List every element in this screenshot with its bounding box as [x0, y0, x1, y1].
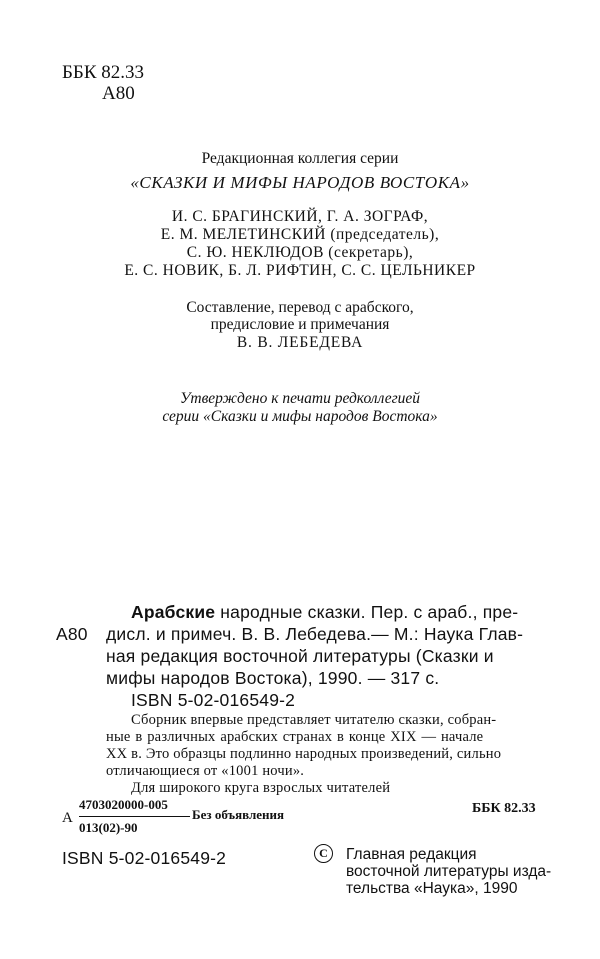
copyright-icon — [314, 844, 333, 863]
author-mark: А80 — [102, 83, 135, 104]
annotation-line: Сборник впервые представляет читателю сказки, собран- — [131, 712, 497, 728]
bbk-code-top — [62, 62, 144, 104]
copyright-line: восточной литературы изда- — [346, 863, 552, 880]
annotation-line: ные в различных арабских странах в конце XIX — начале — [106, 729, 484, 745]
index-letter: А — [62, 810, 73, 826]
fraction-rule — [79, 816, 190, 817]
approval-line: Утверждено к печати редколлегией — [179, 390, 421, 407]
no-announcement-note: Без объявления — [192, 807, 285, 822]
catalog-line-1 — [131, 602, 518, 623]
catalog-isbn: ISBN 5-02-016549-2 — [131, 690, 296, 710]
catalog-line-3: ная редакция восточной литературы (Сказки и — [106, 646, 494, 666]
catalog-line-4: мифы народов Востока), 1990. — 317 с. — [106, 668, 440, 688]
compilation-line: Составление, перевод с арабского, — [186, 299, 414, 316]
index-numerator: 4703020000-005 — [79, 797, 168, 812]
annotation-line: Для широкого круга взрослых читателей — [131, 780, 391, 796]
catalog-mark: А80 — [56, 624, 88, 644]
index-denominator: 013(02)-90 — [79, 820, 138, 835]
compiler-name: В. В. ЛЕБЕДЕВА — [236, 334, 364, 351]
annotation-line: отличающиеся от «1001 ночи». — [106, 763, 305, 779]
catalog-line-2: дисл. и примеч. В. В. Лебедева.— М.: Наука Глав- — [106, 624, 524, 644]
copyright-line: Главная редакция — [346, 846, 477, 863]
footer-isbn: ISBN 5-02-016549-2 — [62, 848, 227, 868]
approval-line: серии «Сказки и мифы народов Востока» — [162, 408, 438, 425]
series-title: «СКАЗКИ И МИФЫ НАРОДОВ ВОСТОКА» — [130, 173, 470, 192]
copyright-block — [346, 846, 551, 897]
annotation-line: XX в. Это образцы подлинно народных произведений, сильно — [106, 746, 502, 762]
compilation-line: предисловие и примечания — [210, 316, 390, 333]
copyright-line: тельства «Наука», 1990 — [346, 880, 518, 897]
board-member-line: Е. М. МЕЛЕТИНСКИЙ (председатель), — [160, 226, 440, 243]
board-heading: Редакционная коллегия серии — [201, 150, 399, 167]
board-member-line: С. Ю. НЕКЛЮДОВ (секретарь), — [186, 244, 414, 261]
catalog-line-1-rest: народные сказки. Пер. с араб., пре- — [215, 602, 519, 622]
bbk-number: ББК 82.33 — [62, 62, 144, 83]
book-title-word: Арабские — [131, 602, 216, 622]
board-member-line: И. С. БРАГИНСКИЙ, Г. А. ЗОГРАФ, — [171, 208, 429, 225]
bbk-code-bottom: ББК 82.33 — [472, 801, 536, 816]
copyright-symbol: C — [314, 844, 333, 863]
board-member-line: Е. С. НОВИК, Б. Л. РИФТИН, С. С. ЦЕЛЬНИКЕР — [124, 262, 476, 279]
